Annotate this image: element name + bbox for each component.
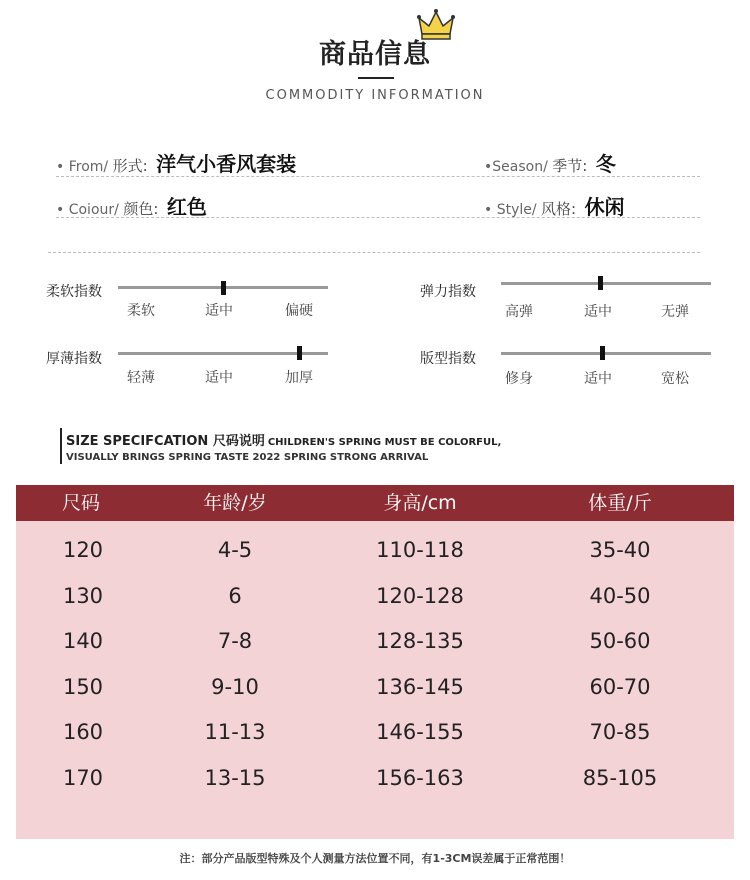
style-prefix: • Style/ xyxy=(484,202,537,218)
table-cell: 146-155 xyxy=(376,720,464,745)
table-cell: 120-128 xyxy=(376,583,464,608)
slider-tick: 适中 xyxy=(205,303,233,319)
slider-tick: 宽松 xyxy=(661,371,689,387)
slider-knob xyxy=(221,281,226,295)
slider-tick: 适中 xyxy=(584,371,612,387)
style-value: 休闲 xyxy=(584,195,625,219)
slider-tick: 适中 xyxy=(584,304,612,320)
table-cell: 70-85 xyxy=(589,720,651,745)
season-label: 季节: xyxy=(552,157,588,175)
slider-track xyxy=(501,282,711,285)
info-season xyxy=(484,148,616,177)
title-underline xyxy=(358,77,394,79)
footnote: 注：部分产品版型特殊及个人测量方法位置不同，有1-3CM误差属于正常范围！ xyxy=(179,852,571,865)
divider xyxy=(56,217,700,218)
slider-tick: 高弹 xyxy=(505,304,533,320)
table-cell: 11-13 xyxy=(204,720,266,745)
table-cell: 35-40 xyxy=(589,538,651,562)
slider-knob xyxy=(598,276,603,290)
table-cell: 4-5 xyxy=(217,538,253,562)
slider-label: 柔软指数 xyxy=(46,284,102,300)
spec-heading xyxy=(66,430,501,449)
table-cell: 7-8 xyxy=(217,629,253,654)
season-value: 冬 xyxy=(595,152,616,176)
slider-tick: 加厚 xyxy=(285,370,313,386)
table-cell: 150 xyxy=(62,674,104,699)
slider-label: 弹力指数 xyxy=(420,284,476,300)
info-colour xyxy=(56,191,207,220)
slider-label: 厚薄指数 xyxy=(46,351,102,367)
style-label: 风格: xyxy=(541,200,577,218)
table-cell: 9-10 xyxy=(211,674,259,699)
table-cell: 50-60 xyxy=(589,629,651,654)
slider-label: 版型指数 xyxy=(420,351,476,367)
table-cell: 128-135 xyxy=(376,629,464,654)
spec-tagline-1: CHILDREN'S SPRING MUST BE COLORFUL, xyxy=(267,437,502,448)
info-from xyxy=(56,148,296,177)
slider-knob xyxy=(297,346,302,360)
colour-value: 红色 xyxy=(166,195,207,219)
table-cell: 40-50 xyxy=(589,583,651,608)
season-prefix: •Season/ xyxy=(484,159,548,175)
slider-tick: 柔软 xyxy=(127,303,155,319)
slider-track xyxy=(501,352,711,355)
from-value: 洋气小香风套装 xyxy=(156,152,297,176)
divider xyxy=(56,176,700,177)
divider xyxy=(48,252,700,253)
slider-tick: 无弹 xyxy=(661,304,689,320)
table-cell: 140 xyxy=(62,629,104,654)
table-cell: 60-70 xyxy=(589,674,651,699)
column-header-height: 身高/cm xyxy=(383,492,457,514)
table-cell: 136-145 xyxy=(376,674,464,699)
table-cell: 160 xyxy=(62,720,104,745)
from-prefix: • From/ xyxy=(56,159,109,175)
table-cell: 85-105 xyxy=(582,766,658,790)
table-cell: 156-163 xyxy=(376,766,464,790)
spec-tagline-2: VISUALLY BRINGS SPRING TASTE 2022 SPRING STRONG ARRIVAL xyxy=(66,452,429,463)
spec-heading-text: SIZE SPECIFCATION 尺码说明 xyxy=(66,434,265,449)
from-label: 形式: xyxy=(112,157,148,175)
page-title: 商品信息 xyxy=(319,39,431,70)
table-cell: 170 xyxy=(62,766,104,790)
table-cell: 13-15 xyxy=(204,766,266,790)
column-header-size: 尺码 xyxy=(61,492,100,514)
column-header-weight: 体重/斤 xyxy=(588,492,652,514)
info-style xyxy=(484,191,625,220)
colour-label: 颜色: xyxy=(123,200,159,218)
slider-tick: 轻薄 xyxy=(127,370,155,386)
slider-tick: 偏硬 xyxy=(285,303,313,319)
spec-bar xyxy=(60,428,62,464)
column-header-age: 年龄/岁 xyxy=(203,492,267,514)
table-cell: 6 xyxy=(228,583,242,608)
slider-tick: 适中 xyxy=(205,370,233,386)
slider-knob xyxy=(600,346,605,360)
table-cell: 120 xyxy=(62,538,104,562)
table-cell: 130 xyxy=(62,583,104,608)
slider-tick: 修身 xyxy=(505,371,533,387)
table-cell: 110-118 xyxy=(376,538,464,562)
page-subtitle: COMMODITY INFORMATION xyxy=(265,88,485,103)
colour-prefix: • Coiour/ xyxy=(56,202,119,218)
